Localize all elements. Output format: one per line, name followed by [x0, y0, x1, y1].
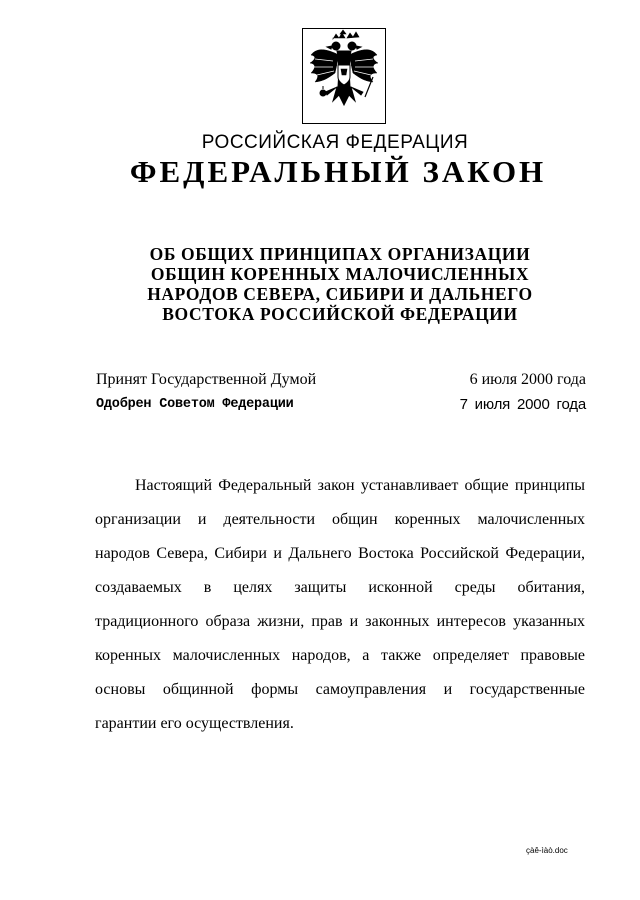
law-title-line: НАРОДОВ СЕВЕРА, СИБИРИ И ДАЛЬНЕГО: [147, 284, 533, 304]
paragraph-line: традиционного образа жизни, прав и законных интересов указанных: [95, 613, 585, 630]
duma-adoption-label: Принят Государственной Думой: [96, 371, 317, 388]
law-title-line: ВОСТОКА РОССИЙСКОЙ ФЕДЕРАЦИИ: [162, 304, 518, 324]
law-title-line: ОБЩИН КОРЕННЫХ МАЛОЧИСЛЕННЫХ: [150, 264, 530, 284]
paragraph-line: гарантии его осуществления.: [95, 715, 294, 732]
adoption-block: [96, 368, 586, 416]
council-approval-date: 7 июля 2000 года: [459, 395, 586, 413]
duma-adoption-date: 6 июля 2000 года: [469, 371, 586, 388]
council-approval-row: [96, 392, 586, 416]
paragraph-line: коренных малочисленных народов, а также определяет правовые: [95, 647, 585, 664]
paragraph-line: Настоящий Федеральный закон устанавливает общие принципы: [135, 477, 585, 494]
paragraph-line: организации и деятельности общин коренных малочисленных: [95, 511, 585, 528]
paragraph-line: основы общинной формы самоуправления и государственные: [95, 681, 585, 698]
council-approval-label: Одобрен Советом Федерации: [96, 396, 294, 412]
law-title: [60, 244, 620, 324]
law-title-line: ОБ ОБЩИХ ПРИНЦИПАХ ОРГАНИЗАЦИИ: [149, 244, 531, 264]
duma-adoption-row: [96, 368, 586, 392]
paragraph-line: народов Севера, Сибири и Дальнего Востока Российской Федерации,: [95, 545, 585, 562]
preamble-paragraph: [95, 472, 585, 744]
country-heading: РОССИЙСКАЯ ФЕДЕРАЦИЯ: [201, 132, 469, 153]
footer-filename: çàê-ìàò.doc: [526, 846, 568, 855]
document-type-heading: ФЕДЕРАЛЬНЫЙ ЗАКОН: [129, 154, 547, 189]
paragraph-line: создаваемых в целях защиты исконной среды обитания,: [95, 579, 585, 596]
double-headed-eagle-icon: [303, 29, 385, 123]
emblem-frame: [302, 28, 386, 124]
